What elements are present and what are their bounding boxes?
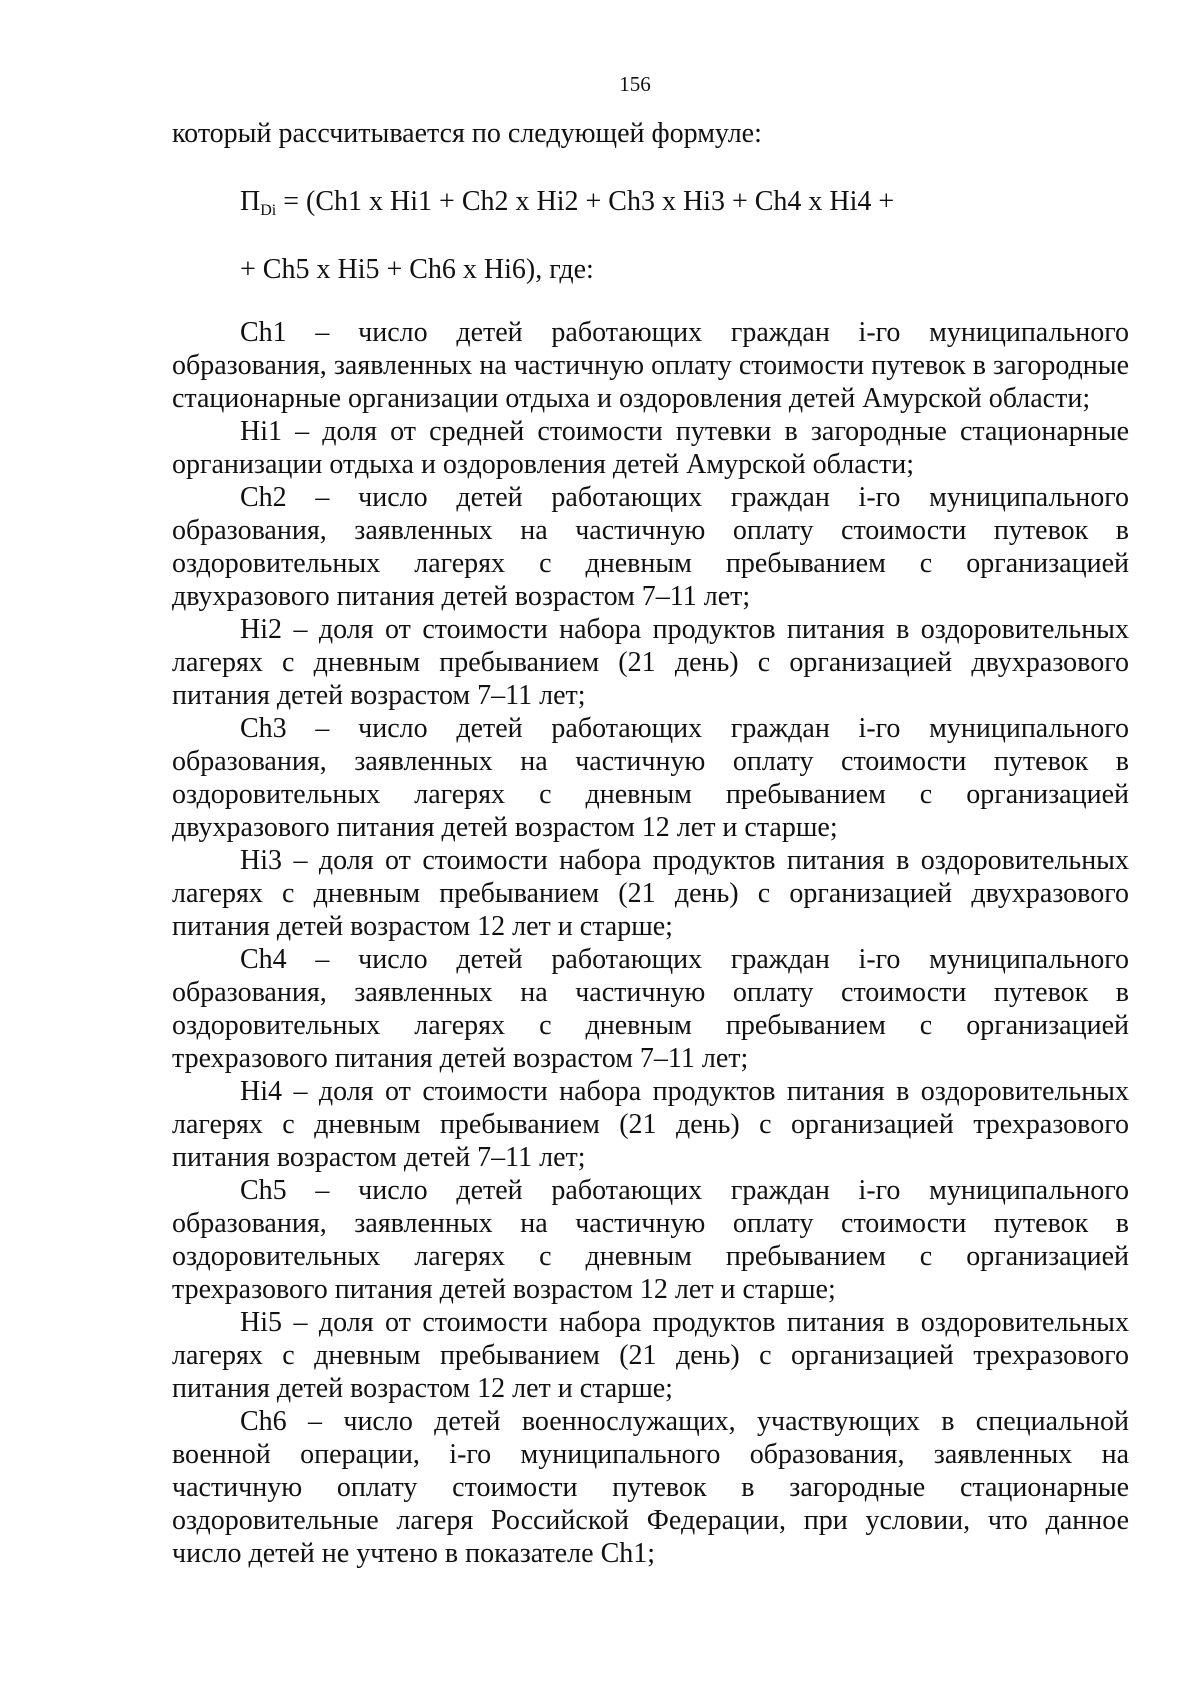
definition-text: – доля от стоимости набора продуктов питания в оздоровительных лагерях с дневным пребыванием (21 день) с организацией двухразового питания детей возрастом 12 лет и старше; [172, 845, 1129, 942]
definition-text: – доля от средней стоимости путевки в загородные стационарные организации отдыха и оздоровления детей Амурской области; [172, 416, 1129, 480]
definitions-list [172, 316, 1129, 1570]
definition-text: – число детей работающих граждан i-го муниципального образования, заявленных на частичную оплату стоимости путевок в оздоровительных лагерях с дневным пребыванием с организацией двухразового питания детей возрастом 12 лет и старше; [172, 713, 1129, 843]
definition-hi5 [172, 1306, 1129, 1405]
definition-term: Ch2 [240, 482, 287, 513]
definition-text: – число детей работающих граждан i-го муниципального образования, заявленных на частичную оплату стоимости путевок в загородные стационарные организации отдыха и оздоровления детей Амурской области; [172, 317, 1129, 414]
definition-term: Ch4 [240, 944, 287, 975]
definition-term: Hi4 [240, 1076, 282, 1107]
definition-term: Ch6 [240, 1406, 287, 1437]
definition-term: Hi1 [240, 416, 282, 447]
definition-term: Hi3 [240, 845, 282, 876]
definition-text: – доля от стоимости набора продуктов питания в оздоровительных лагерях с дневным пребыванием (21 день) с организацией трехразового питания детей возрастом 12 лет и старше; [172, 1307, 1129, 1404]
definition-text: – число детей работающих граждан i-го муниципального образования, заявленных на частичную оплату стоимости путевок в оздоровительных лагерях с дневным пребыванием с организацией трехразового питания детей возрастом 12 лет и старше; [172, 1175, 1129, 1305]
definition-hi1 [172, 415, 1129, 481]
formula-rhs-part-1: = (Ch1 x Hi1 + Ch2 x Hi2 + Ch3 x Hi3 + Ch4 x Hi4 + [276, 186, 895, 217]
definition-ch4 [172, 943, 1129, 1075]
definition-hi4 [172, 1075, 1129, 1174]
definition-text: – число детей работающих граждан i-го муниципального образования, заявленных на частичную оплату стоимости путевок в оздоровительных лагерях с дневным пребыванием с организацией трехразового питания детей возрастом 7–11 лет; [172, 944, 1129, 1074]
definition-text: – число детей работающих граждан i-го муниципального образования, заявленных на частичную оплату стоимости путевок в оздоровительных лагерях с дневным пребыванием с организацией двухразового питания детей возрастом 7–11 лет; [172, 482, 1129, 612]
formula-line-1 [240, 186, 894, 218]
formula-line-2: + Ch5 x Hi5 + Ch6 x Hi6), где: [240, 254, 594, 285]
definition-text: – доля от стоимости набора продуктов питания в оздоровительных лагерях с дневным пребыванием (21 день) с организацией трехразового питания возрастом детей 7–11 лет; [172, 1076, 1129, 1173]
intro-text: который рассчитывается по следующей формуле: [172, 118, 762, 149]
page-number: 156 [619, 72, 651, 96]
definition-term: Hi2 [240, 614, 282, 645]
definition-hi3 [172, 844, 1129, 943]
formula-lhs-subscript: Di [260, 202, 277, 219]
definition-text: – доля от стоимости набора продуктов питания в оздоровительных лагерях с дневным пребыванием (21 день) с организацией двухразового питания детей возрастом 7–11 лет; [172, 614, 1129, 711]
definition-ch1 [172, 316, 1129, 415]
definition-ch3 [172, 712, 1129, 844]
definition-hi2 [172, 613, 1129, 712]
definition-term: Hi5 [240, 1307, 282, 1338]
definition-term: Ch1 [240, 317, 287, 348]
definition-term: Ch3 [240, 713, 287, 744]
definition-term: Ch5 [240, 1175, 287, 1206]
definition-ch6 [172, 1405, 1129, 1570]
definition-ch2 [172, 481, 1129, 613]
definition-ch5 [172, 1174, 1129, 1306]
formula-lhs: П [240, 186, 261, 217]
definition-text: – число детей военнослужащих, участвующих в специальной военной операции, i-го муниципального образования, заявленных на частичную оплату стоимости путевок в загородные стационарные оздоровительные лагеря Российской Федерации, при условии, что данное число детей не учтено в показателе Ch1; [172, 1406, 1129, 1569]
